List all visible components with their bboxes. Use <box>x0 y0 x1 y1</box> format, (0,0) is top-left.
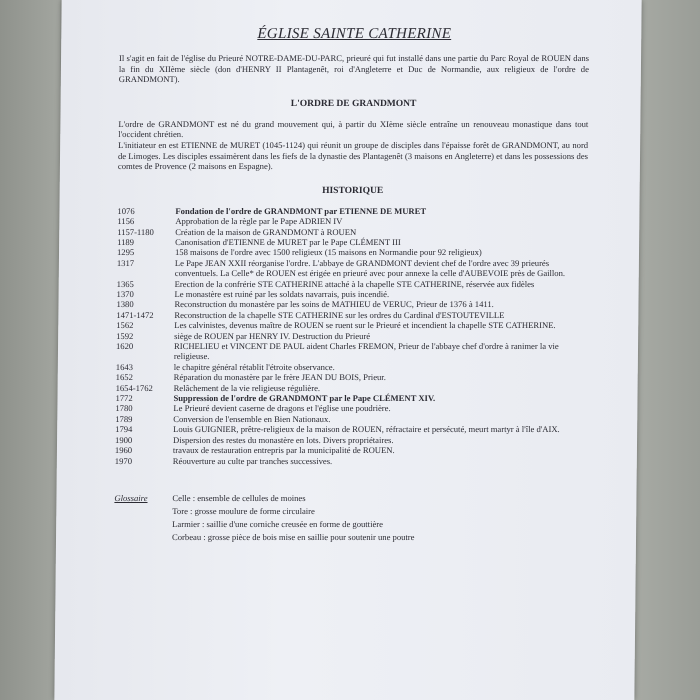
timeline-text: Le monastère est ruiné par les soldats navarrais, puis incendié. <box>174 289 390 299</box>
glossary-list <box>172 492 585 544</box>
timeline-year: 1794 <box>115 424 133 435</box>
timeline-year: 1156 <box>117 216 135 227</box>
paper-sheet <box>54 0 641 700</box>
timeline-row <box>117 247 587 257</box>
intro-paragraph: Il s'agit en fait de l'église du Prieuré NOTRE-DAME-DU-PARC, prieuré qui fut installé dans une partie du Parc Royal de ROUEN dans la fin du XIIème siècle (don d'HENRY II Plantagenêt, roi d'Angleterre et Duc de Normandie, aux religieux de l'ordre de GRANDMONT). <box>118 53 590 85</box>
ordre-paragraph-2: L'initiateur en est ETIENNE de MURET (1045-1124) qui réunit un groupe de disciples dans l'épaisse forêt de GRANDMONT, au nord de Limoges. Les disciples essaimèrent dans les fiefs de la dynastie des Plantagenêt (3 maisons en Angleterre) et dans les possessions des comtes de Provence (2 maisons en Espagne). <box>117 139 589 172</box>
timeline-text: siège de ROUEN par HENRY IV. Destruction du Prieuré <box>174 330 371 341</box>
timeline-text: Création de la maison de GRANDMONT à ROUEN <box>175 226 357 237</box>
timeline-row <box>115 403 585 413</box>
section-title-historique: HISTORIQUE <box>322 185 384 196</box>
document-title: ÉGLISE SAINTE CATHERINE <box>257 26 452 42</box>
timeline-year: 1189 <box>117 236 135 247</box>
timeline-text: 158 maisons de l'ordre avec 1500 religieux (15 maisons en Normandie pour 92 religieux) <box>174 247 482 258</box>
timeline-text: Fondation de l'ordre de GRANDMONT par ETIENNE DE MURET <box>175 205 427 216</box>
timeline-text: Les calvinistes, devenus maître de ROUEN se ruent sur le Prieuré et incendient la chapelle STE CATHERINE. <box>174 320 556 331</box>
timeline-year: 1157-1180 <box>117 226 154 237</box>
timeline-year: 1780 <box>115 403 133 414</box>
timeline-text: Le Prieuré devient caserne de dragons et l'église une poudrière. <box>173 403 391 414</box>
timeline-year: 1652 <box>115 372 133 383</box>
timeline-text: Suppression de l'ordre de GRANDMONT par le Pape CLÉMENT XIV. <box>173 393 436 404</box>
glossary-item: Tore : grosse moulure de forme circulaire <box>172 505 315 516</box>
timeline-text: Réparation du monastère par le frère JEAN DU BOIS, Prieur. <box>173 372 386 383</box>
timeline-text: Conversion de l'ensemble en Bien Nationaux. <box>173 413 331 424</box>
timeline-text: Reconstruction de la chapelle STE CATHERINE sur les ordres du Cardinal d'ESTOUTEVILLE <box>174 309 505 320</box>
timeline-row <box>115 445 585 455</box>
timeline-row <box>115 424 585 434</box>
timeline-year: 1643 <box>115 361 134 372</box>
timeline-year: 1370 <box>116 289 134 299</box>
timeline-year: 1900 <box>115 434 133 445</box>
timeline-row <box>115 393 585 403</box>
timeline-text: Reconstruction du monastère par les soins de MATHIEU de VERUC, Prieur de 1376 à 1411. <box>174 299 494 310</box>
glossary-item: Larmier : saillie d'une corniche creusée en forme de gouttière <box>172 518 384 529</box>
timeline-row <box>116 372 586 382</box>
timeline-row <box>117 258 587 279</box>
ordre-paragraph-1: L'ordre de GRANDMONT est né du grand mouvement qui, à partir du XIème siècle entraîne un renouveau monastique dans tout l'occident chrétien. <box>118 118 589 140</box>
timeline-row <box>116 299 586 309</box>
document-content <box>114 26 589 544</box>
timeline-text: Relâchement de la vie religieuse régulière. <box>173 382 321 393</box>
timeline-year: 1562 <box>116 320 134 331</box>
timeline-row <box>117 237 587 247</box>
timeline-row <box>116 310 586 320</box>
glossary-label: Glossaire <box>114 492 148 503</box>
timeline-year: 1295 <box>116 247 135 258</box>
timeline-text: Réouverture au culte par tranches successives. <box>172 455 333 466</box>
timeline-row <box>116 383 586 393</box>
timeline-text: Canonisation d'ETIENNE de MURET par le Pape CLÉMENT III <box>175 236 401 247</box>
timeline-year: 1380 <box>116 299 134 310</box>
timeline-row <box>115 414 585 424</box>
glossary <box>114 492 585 544</box>
timeline-year: 1317 <box>116 257 135 268</box>
timeline-row <box>116 320 586 330</box>
timeline-text: Approbation de la règle par le Pape ADRIEN IV <box>175 216 343 227</box>
timeline-year: 1365 <box>116 278 134 289</box>
timeline-year: 1620 <box>115 341 134 352</box>
timeline-row <box>117 206 587 216</box>
glossary-item: Celle : ensemble de cellules de moines <box>172 492 306 503</box>
timeline-year: 1772 <box>115 393 133 404</box>
timeline-text: le chapitre général rétablit l'étroite observance. <box>173 361 335 372</box>
timeline-row <box>117 279 587 289</box>
timeline-row <box>115 435 585 445</box>
timeline-row <box>115 456 585 466</box>
timeline-text: travaux de restauration entrepris par la municipalité de ROUEN. <box>172 445 395 456</box>
timeline-year: 1789 <box>115 413 133 424</box>
timeline-year: 1654-1762 <box>115 382 153 393</box>
timeline-row <box>116 362 586 372</box>
timeline-year: 1970 <box>114 455 133 466</box>
historique-timeline <box>115 206 588 466</box>
timeline-text: Le Pape JEAN XXII réorganise l'ordre. L'abbaye de GRANDMONT devient chef de l'ordre avec 39 prieurés conventuels. La Celle* de ROUEN est érigée en prieuré avec pour annexe la celle d'AUBEVOIE près de Gaillon. <box>174 257 566 279</box>
timeline-year: 1076 <box>117 205 135 216</box>
timeline-year: 1471-1472 <box>116 309 154 320</box>
timeline-text: Dispersion des restes du monastère en lots. Divers propriétaires. <box>173 434 394 445</box>
timeline-row <box>117 227 587 237</box>
glossary-item: Corbeau : grosse pièce de bois mise en saillie pour soutenir une poutre <box>171 531 415 542</box>
timeline-text: RICHELIEU et VINCENT DE PAUL aident Charles FREMON, Prieur de l'abbaye chef d'ordre à ranimer la vie religieuse. <box>173 341 559 362</box>
timeline-text: Louis GUIGNIER, prêtre-religieux de la maison de ROUEN, réfractaire et persécuté, meurt martyr à l'île d'AIX. <box>173 424 560 435</box>
timeline-row <box>116 331 586 341</box>
timeline-row <box>117 289 587 299</box>
timeline-row <box>117 216 587 226</box>
timeline-row <box>116 341 586 362</box>
timeline-year: 1592 <box>116 330 134 341</box>
timeline-year: 1960 <box>114 445 133 456</box>
wall-background-left <box>0 0 60 700</box>
timeline-text: Erection de la confrérie STE CATHERINE attaché à la chapelle STE CATHERINE, réservée aux fidèles <box>174 278 535 289</box>
section-title-ordre: L'ORDRE DE GRANDMONT <box>290 98 417 109</box>
